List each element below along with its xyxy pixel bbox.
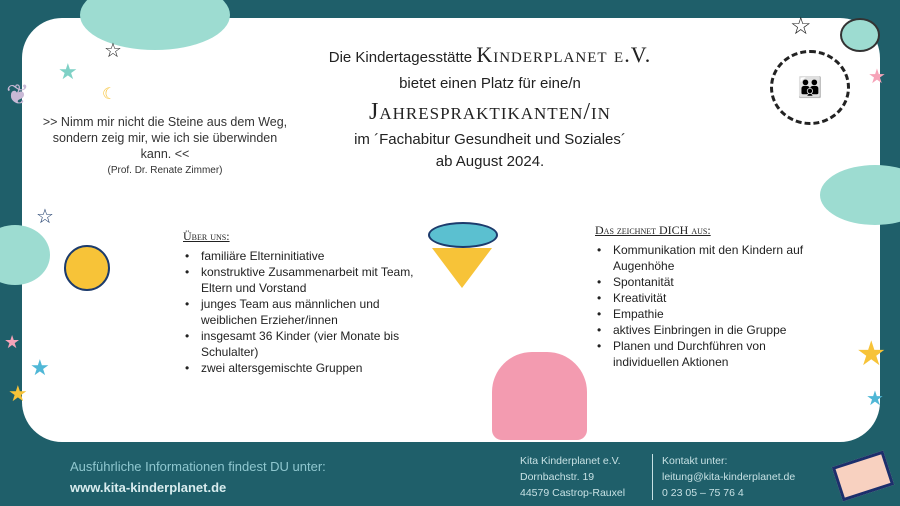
quote-text: >> Nimm mir nicht die Steine aus dem Weg, sondern zeig mir, wie ich sie überwinden kann. <<: [42, 115, 288, 161]
butterfly-icon: ❦: [6, 79, 30, 110]
email-link[interactable]: leitung@kita-kinderplanet.de: [662, 471, 796, 483]
address-line: 44579 Castrop-Rauxel: [520, 487, 626, 499]
envelope-icon: [832, 451, 894, 502]
footer-info-text: Ausführliche Informationen findest DU unter:: [70, 459, 326, 474]
header-line5: ab August 2024.: [435, 153, 545, 170]
list-item: • Kommunikation mit den Kindern auf Augenhöhe: [595, 242, 805, 274]
list-item: • Spontanität: [595, 274, 805, 290]
list-item: • Empathie: [595, 306, 805, 322]
star-icon: ★: [866, 388, 884, 410]
kita-logo: 👪: [770, 50, 850, 125]
dinosaur-illustration: [492, 352, 587, 440]
star-outline-icon: ☆: [36, 206, 54, 228]
list-item: • insgesamt 36 Kinder (vier Monate bis Schulalter): [183, 328, 423, 360]
list-item: • aktives Einbringen in die Gruppe: [595, 322, 805, 338]
star-outline-icon: ☆: [104, 40, 122, 62]
ufo-icon: [428, 222, 498, 248]
address-line: Kita Kinderplanet e.V.: [520, 455, 621, 467]
star-icon: ★: [30, 355, 50, 380]
footer-info: [70, 458, 326, 496]
org-name: Kinderplanet e.V.: [476, 42, 652, 67]
contact-label: Kontakt unter:: [662, 455, 728, 467]
planet-icon: [840, 18, 880, 52]
address-line: Dornbachstr. 19: [520, 471, 595, 483]
list-item: • Planen und Durchführen von individuellen Aktionen: [595, 338, 805, 370]
star-icon: ★: [8, 381, 28, 406]
profile-section: [595, 222, 805, 370]
star-outline-icon: ☆: [790, 13, 812, 40]
star-icon: ★: [4, 332, 21, 352]
list-item: • familiäre Elterninitiative: [183, 248, 423, 264]
footer-contact: [662, 453, 795, 501]
quote-author: (Prof. Dr. Renate Zimmer): [107, 165, 223, 176]
header-block: [280, 40, 700, 173]
list-item: • zwei altersgemischte Gruppen: [183, 360, 423, 376]
star-icon: ★: [856, 335, 887, 373]
about-title: Über uns:: [183, 229, 230, 243]
planet-icon: [64, 245, 110, 291]
list-item: • Kreativität: [595, 290, 805, 306]
footer-divider: [652, 454, 653, 500]
profile-title: Das zeichnet DICH aus:: [595, 223, 711, 237]
website-link[interactable]: www.kita-kinderplanet.de: [70, 480, 227, 495]
about-section: [183, 228, 423, 376]
position-title: Jahrespraktikanten/in: [369, 99, 611, 125]
moon-icon: ☾: [102, 86, 117, 103]
ufo-beam: [432, 248, 492, 288]
star-icon: ★: [868, 66, 886, 88]
star-icon: ★: [58, 59, 78, 84]
header-line1: Die Kindertagesstätte: [328, 49, 473, 66]
phone-number: 0 23 05 – 75 76 4: [662, 487, 744, 499]
header-line4: im ´Fachabitur Gesundheit und Soziales´: [354, 131, 626, 148]
list-item: • konstruktive Zusammenarbeit mit Team, Eltern und Vorstand: [183, 264, 423, 296]
header-line2: bietet einen Platz für eine/n: [399, 75, 581, 92]
quote-block: [40, 114, 290, 178]
list-item: • junges Team aus männlichen und weiblichen Erzieher/innen: [183, 296, 423, 328]
footer-address: [520, 453, 625, 501]
